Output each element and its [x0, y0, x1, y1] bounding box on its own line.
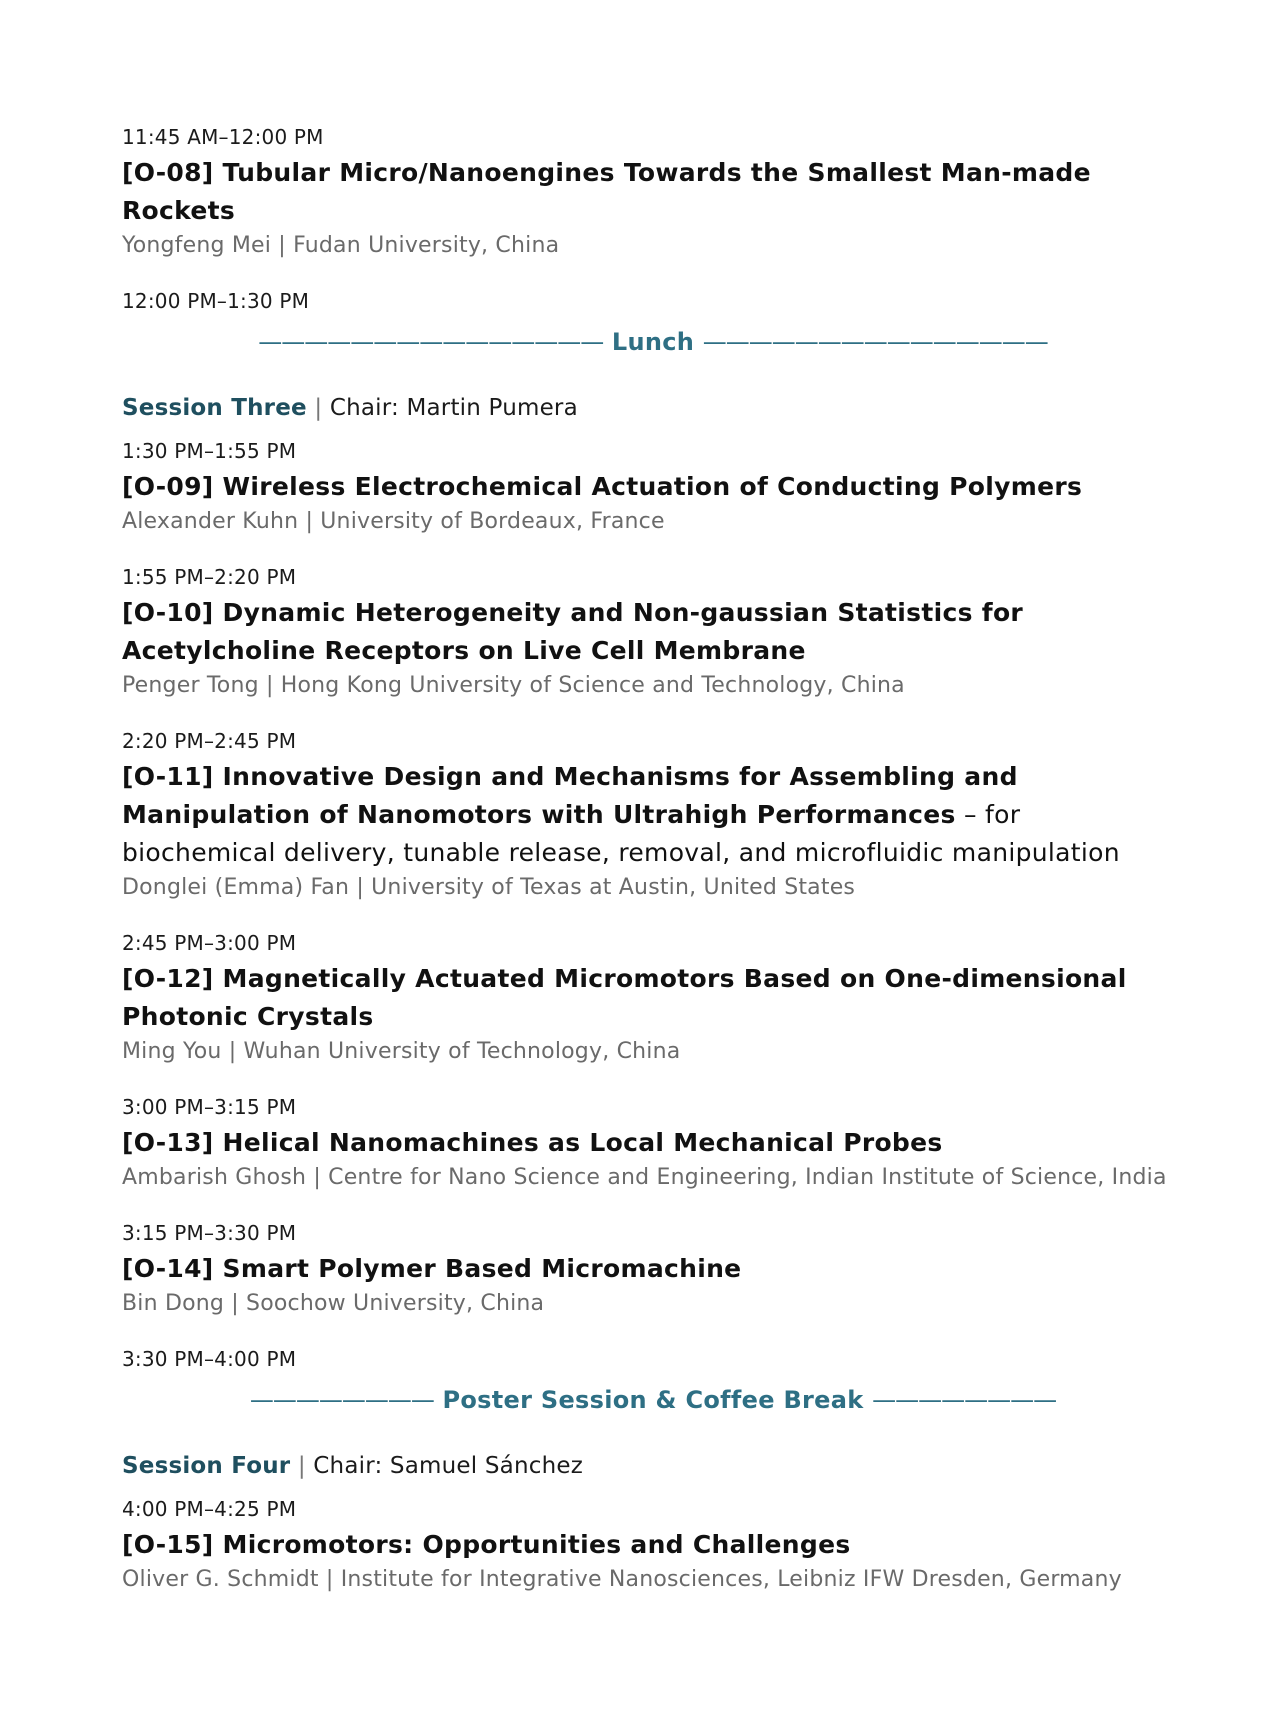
lunch-break-banner	[122, 324, 1184, 360]
talk-title-text: [O-09] Wireless Electrochemical Actuation of Conducting Polymers	[122, 472, 1083, 501]
session-four-header	[122, 1450, 1184, 1482]
session-three-chair: Chair: Martin Pumera	[329, 395, 578, 421]
talk-speaker: Yongfeng Mei | Fudan University, China	[122, 233, 560, 258]
talk-title	[122, 1124, 1182, 1162]
talk-time: 1:55 PM–2:20 PM	[122, 565, 297, 589]
session-four-chair: Chair: Samuel Sánchez	[313, 1453, 583, 1479]
session-three-separator: |	[314, 395, 323, 421]
talk-time: 3:00 PM–3:15 PM	[122, 1095, 297, 1119]
talk-speaker: Oliver G. Schmidt | Institute for Integrative Nanosciences, Leibniz IFW Dresden, Germany	[122, 1567, 1122, 1592]
talk-title	[122, 758, 1182, 872]
poster-session-banner	[122, 1382, 1184, 1418]
talk-title-text: [O-10] Dynamic Heterogeneity and Non-gaussian Statistics for Acetylcholine Receptors on Live Cell Membrane	[122, 598, 1024, 665]
talk-entry	[122, 1496, 1184, 1596]
lunch-time: 12:00 PM–1:30 PM	[122, 289, 310, 313]
talk-title-text: [O-14] Smart Polymer Based Micromachine	[122, 1254, 742, 1283]
talk-title	[122, 1250, 1182, 1288]
talk-subtitle: – for biochemical delivery, tunable release, removal, and microfluidic manipulation	[122, 800, 1120, 867]
poster-dash-right: ————————	[872, 1386, 1057, 1414]
session-three-name: Session Three	[122, 395, 307, 421]
session-three-header	[122, 392, 1184, 424]
talk-entry	[122, 1220, 1184, 1320]
talk-speaker: Alexander Kuhn | University of Bordeaux, France	[122, 509, 665, 534]
lunch-label: Lunch	[611, 328, 695, 356]
talk-speaker: Bin Dong | Soochow University, China	[122, 1291, 545, 1316]
lunch-dash-left: ———————————————	[258, 328, 604, 356]
session-four-name: Session Four	[122, 1453, 291, 1479]
talk-entry	[122, 930, 1184, 1068]
talk-title-text: [O-08] Tubular Micro/Nanoengines Towards the Smallest Man-made Rockets	[122, 158, 1091, 225]
talk-entry	[122, 728, 1184, 904]
poster-session-time: 3:30 PM–4:00 PM	[122, 1347, 297, 1371]
talk-speaker: Donglei (Emma) Fan | University of Texas at Austin, United States	[122, 875, 856, 900]
talk-entry	[122, 124, 1184, 262]
talk-speaker: Penger Tong | Hong Kong University of Science and Technology, China	[122, 673, 905, 698]
poster-session-label: Poster Session & Coffee Break	[442, 1386, 864, 1414]
talk-title-text: [O-12] Magnetically Actuated Micromotors Based on One-dimensional Photonic Crystals	[122, 964, 1127, 1031]
session-four-separator: |	[297, 1453, 306, 1479]
talk-speaker: Ming You | Wuhan University of Technology, China	[122, 1039, 681, 1064]
talk-time: 2:45 PM–3:00 PM	[122, 931, 297, 955]
talk-title	[122, 960, 1182, 1036]
talk-time: 4:00 PM–4:25 PM	[122, 1497, 297, 1521]
talk-title	[122, 594, 1182, 670]
talk-title-text: [O-13] Helical Nanomachines as Local Mechanical Probes	[122, 1128, 943, 1157]
talk-entry	[122, 438, 1184, 538]
talk-title-text: [O-15] Micromotors: Opportunities and Challenges	[122, 1530, 851, 1559]
talk-time: 11:45 AM–12:00 PM	[122, 125, 324, 149]
talk-entry	[122, 1094, 1184, 1194]
talk-title	[122, 1526, 1182, 1564]
talk-time: 1:30 PM–1:55 PM	[122, 439, 297, 463]
poster-dash-left: ————————	[249, 1386, 434, 1414]
talk-speaker: Ambarish Ghosh | Centre for Nano Science and Engineering, Indian Institute of Science, India	[122, 1165, 1167, 1190]
talk-entry	[122, 564, 1184, 702]
lunch-dash-right: ———————————————	[702, 328, 1048, 356]
talk-title-text: [O-11] Innovative Design and Mechanisms for Assembling and Manipulation of Nanomotors with Ultrahigh Performances	[122, 762, 1018, 829]
talk-title	[122, 468, 1182, 506]
talk-time: 2:20 PM–2:45 PM	[122, 729, 297, 753]
talk-time: 3:15 PM–3:30 PM	[122, 1221, 297, 1245]
talk-title	[122, 154, 1182, 230]
